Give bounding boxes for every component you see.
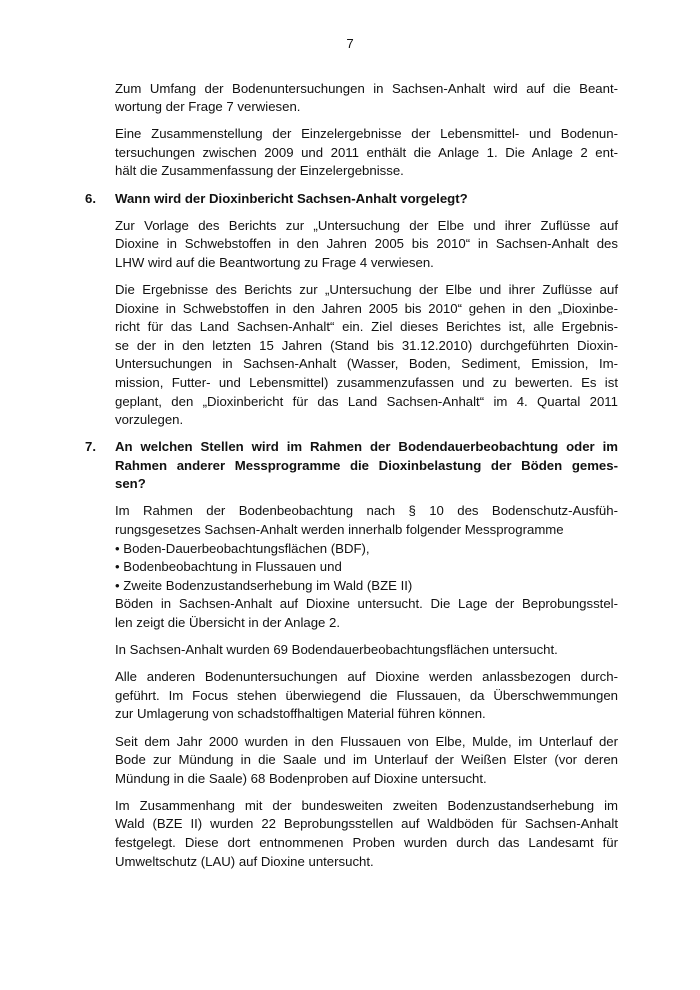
paragraph <box>115 668 618 724</box>
section-heading <box>85 190 618 209</box>
heading-line: Wann wird der Dioxinbericht Sachsen-Anhalt vorgelegt? <box>115 190 468 206</box>
paragraph <box>115 80 618 117</box>
list-item: • Bodenbeobachtung in Flussauen und <box>115 559 342 575</box>
section-number: 7. <box>85 439 96 455</box>
text-line: tersuchungen zwischen 2009 und 2011 enthält die Anlage 1. Die Anlage 2 ent- <box>115 144 618 160</box>
text-line: Böden in Sachsen-Anhalt auf Dioxine untersucht. Die Lage der Beprobungsstel- <box>115 596 618 612</box>
text-line: len zeigt die Übersicht in der Anlage 2. <box>115 615 341 631</box>
text-line: Untersuchungen in Sachsen-Anhalt (Wasser, Boden, Sediment, Emission, Im- <box>115 356 618 372</box>
section-number: 6. <box>85 190 96 206</box>
text-line: Mündung in die Saale) 68 Bodenproben auf Dioxine untersucht. <box>115 770 487 786</box>
text-line: se der in den letzten 15 Jahren (Stand bis 31.12.2010) durchgeführten Dioxin- <box>115 337 618 353</box>
heading-line: sen? <box>115 476 146 492</box>
text-line: Zur Vorlage des Berichts zur „Untersuchung der Elbe und ihrer Zuflüsse auf <box>115 217 618 233</box>
text-line: zur Umlagerung von schadstoffhaltigen Material führen können. <box>115 706 486 722</box>
paragraph <box>115 502 618 539</box>
section-heading <box>85 438 618 494</box>
list-item: • Zweite Bodenzustandserhebung im Wald (BZE II) <box>115 577 413 593</box>
paragraph <box>115 641 618 660</box>
text-line: Umweltschutz (LAU) auf Dioxine untersucht. <box>115 853 374 869</box>
text-line: mission, Futter- und Lebensmittel) zusammenzufassen und zu bewerten. Es ist <box>115 374 618 390</box>
text-line: wortung der Frage 7 verwiesen. <box>115 99 301 115</box>
text-line: LHW wird auf die Beantwortung zu Frage 4 verwiesen. <box>115 254 434 270</box>
paragraph <box>115 281 618 430</box>
text-line: Dioxine in Schwebstoffen in den Jahren 2005 bis 2010“ in Sachsen-Anhalt des <box>115 236 618 252</box>
text-line: Zum Umfang der Bodenuntersuchungen in Sachsen-Anhalt wird auf die Beant- <box>115 80 618 96</box>
text-line: Wald (BZE II) wurden 22 Beprobungsstellen auf Waldböden für Sachsen-Anhalt <box>115 816 618 832</box>
text-line: Im Zusammenhang mit der bundesweiten zweiten Bodenzustandserhebung im <box>115 797 618 813</box>
text-line: Dioxine in Schwebstoffen in den Jahren 2005 bis 2010“ gehen in den „Dioxinbe- <box>115 300 618 316</box>
text-line: geführt. Im Focus stehen überwiegend die Flussauen, da Überschwemmungen <box>115 687 618 703</box>
paragraph <box>115 595 618 632</box>
paragraph <box>115 797 618 871</box>
document-body <box>0 54 700 872</box>
text-line: Alle anderen Bodenuntersuchungen auf Dioxine werden anlassbezogen durch- <box>115 669 618 685</box>
text-line: Im Rahmen der Bodenbeobachtung nach § 10 des Bodenschutz-Ausfüh- <box>115 503 618 519</box>
text-line: geplant, den „Dioxinbericht für das Land Sachsen-Anhalt“ im 4. Quartal 2011 <box>115 393 618 409</box>
paragraph <box>115 217 618 273</box>
list-item: • Boden-Dauerbeobachtungsflächen (BDF), <box>115 540 370 556</box>
text-line: In Sachsen-Anhalt wurden 69 Bodendauerbeobachtungsflächen untersucht. <box>115 642 558 658</box>
paragraph <box>115 125 618 181</box>
text-line: Bode zur Mündung in die Saale und im Unterlauf der Weißen Elster (vor deren <box>115 752 618 768</box>
text-line: Seit dem Jahr 2000 wurden in den Flussauen von Elbe, Mulde, im Unterlauf der <box>115 733 618 749</box>
text-line: rungsgesetzes Sachsen-Anhalt werden innerhalb folgender Messprogramme <box>115 522 564 538</box>
paragraph <box>115 733 618 789</box>
text-line: richt für das Land Sachsen-Anhalt“ ein. Ziel dieses Berichtes ist, alle Ergebnis- <box>115 319 618 335</box>
text-line: festgelegt. Diese dort entnommenen Proben wurden durch das Landesamt für <box>115 834 618 850</box>
text-line: Eine Zusammenstellung der Einzelergebnisse der Lebensmittel- und Bodenun- <box>115 126 618 142</box>
text-line: Die Ergebnisse des Berichts zur „Untersuchung der Elbe und ihrer Zuflüsse auf <box>115 281 618 297</box>
bullet-list <box>115 540 618 596</box>
text-line: vorzulegen. <box>115 412 184 428</box>
text-line: hält die Zusammenfassung der Einzelergebnisse. <box>115 163 404 179</box>
heading-line: Rahmen anderer Messprogramme die Dioxinbelastung der Böden gemes- <box>115 457 618 473</box>
page-number: 7 <box>346 36 354 51</box>
heading-line: An welchen Stellen wird im Rahmen der Bodendauerbeobachtung oder im <box>115 439 618 455</box>
